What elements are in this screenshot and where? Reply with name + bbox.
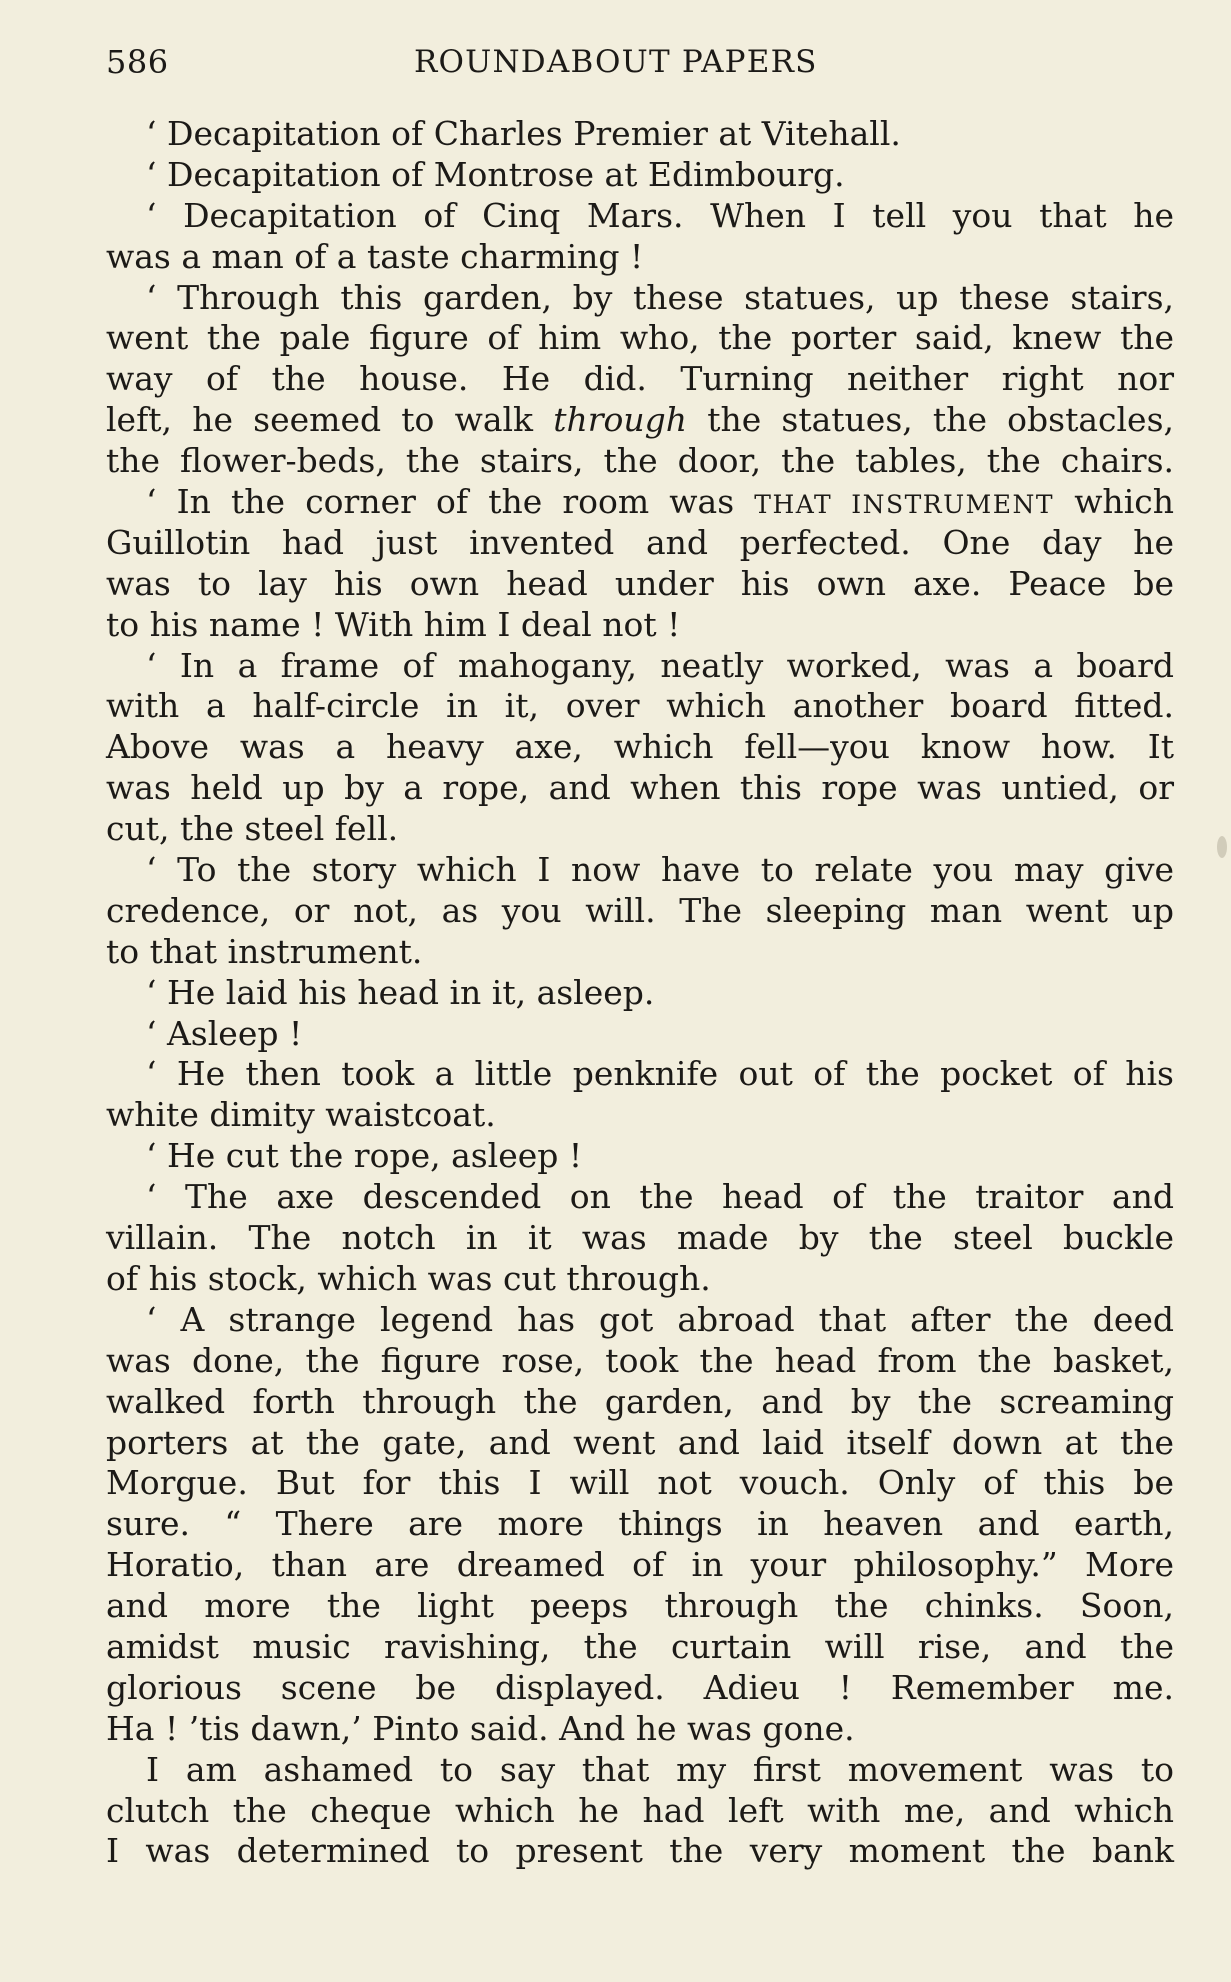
text-line: Ha ! ’tis dawn,’ Pinto said. And he was gone.	[106, 1708, 855, 1748]
text-line: was to lay his own head under his own axe. Peace be	[106, 563, 1174, 603]
text-line: the flower-beds, the stairs, the door, the tables, the chairs.	[106, 441, 1174, 481]
text-line: ‘ He then took a little penknife out of the pocket of his	[146, 1054, 1174, 1094]
running-head	[106, 38, 1182, 86]
text-line: way of the house. He did. Turning neither right nor	[106, 359, 1174, 399]
text-line: ‘ To the story which I now have to relate you may give	[146, 850, 1174, 890]
text-line: Horatio, than are dreamed of in your philosophy.” More	[106, 1545, 1174, 1585]
text-line: of his stock, which was cut through.	[106, 1258, 711, 1298]
text-line: amidst music ravishing, the curtain will rise, and the	[106, 1626, 1174, 1666]
text-line: cut, the steel fell.	[106, 809, 399, 849]
text-line: to that instrument.	[106, 931, 423, 971]
text-line: white dimity waistcoat.	[106, 1095, 496, 1135]
text-line: ‘ He cut the rope, asleep !	[146, 1136, 583, 1176]
text-line: with a half-circle in it, over which another board fitted.	[106, 686, 1174, 726]
text-line	[106, 400, 1174, 441]
text-line	[106, 482, 1174, 523]
text-line: sure. “ There are more things in heaven and earth,	[106, 1504, 1174, 1544]
emphasis-through: through	[553, 400, 688, 440]
text-segment: ‘ In the corner of the room was	[146, 482, 755, 522]
text-line: villain. The notch in it was made by the steel buckle	[106, 1218, 1174, 1258]
text-line: glorious scene be displayed. Adieu ! Remember me.	[106, 1667, 1174, 1707]
text-segment: left, he seemed to walk	[106, 400, 554, 440]
text-segment: the statues, the obstacles,	[687, 400, 1174, 440]
small-caps-that-instrument: THAT INSTRUMENT	[754, 490, 1055, 520]
text-line: ‘ A strange legend has got abroad that after the deed	[146, 1299, 1174, 1339]
text-segment: which	[1054, 482, 1174, 522]
text-line: credence, or not, as you will. The sleeping man went up	[106, 890, 1174, 930]
text-line: Morgue. But for this I will not vouch. Only of this be	[106, 1463, 1174, 1503]
text-line: and more the light peeps through the chinks. Soon,	[106, 1586, 1174, 1626]
text-line: was held up by a rope, and when this rope was untied, or	[106, 768, 1174, 808]
text-line: Above was a heavy axe, which fell—you know how. It	[106, 727, 1174, 767]
text-line: ‘ In a frame of mahogany, neatly worked, was a board	[146, 645, 1174, 685]
page-number: 586	[106, 43, 169, 81]
text-line: I was determined to present the very moment the bank	[106, 1831, 1174, 1871]
text-line: was done, the figure rose, took the head from the basket,	[106, 1340, 1174, 1380]
text-line: ‘ Decapitation of Montrose at Edimbourg.	[146, 154, 845, 194]
text-line: ‘ Decapitation of Cinq Mars. When I tell you that he	[146, 195, 1174, 235]
text-line: ‘ Decapitation of Charles Premier at Vitehall.	[146, 114, 901, 153]
running-title: ROUNDABOUT PAPERS	[414, 44, 818, 80]
text-line: clutch the cheque which he had left with me, and which	[106, 1790, 1174, 1830]
text-line: ‘ Through this garden, by these statues, up these stairs,	[146, 277, 1174, 317]
text-line: porters at the gate, and went and laid itself down at the	[106, 1422, 1174, 1462]
text-line: walked forth through the garden, and by the screaming	[106, 1381, 1174, 1421]
body-text	[106, 114, 1174, 1872]
text-line: went the pale figure of him who, the porter said, knew the	[106, 318, 1174, 358]
text-line: ‘ Asleep !	[146, 1013, 303, 1053]
text-line: ‘ He laid his head in it, asleep.	[146, 972, 655, 1012]
text-line: was a man of a taste charming !	[106, 236, 644, 276]
text-line: to his name ! With him I deal not !	[106, 604, 681, 644]
text-line: Guillotin had just invented and perfected. One day he	[106, 522, 1174, 562]
text-line: ‘ The axe descended on the head of the traitor and	[146, 1177, 1174, 1217]
text-line: I am ashamed to say that my first movement was to	[146, 1749, 1174, 1789]
paper-spot	[1217, 836, 1227, 858]
